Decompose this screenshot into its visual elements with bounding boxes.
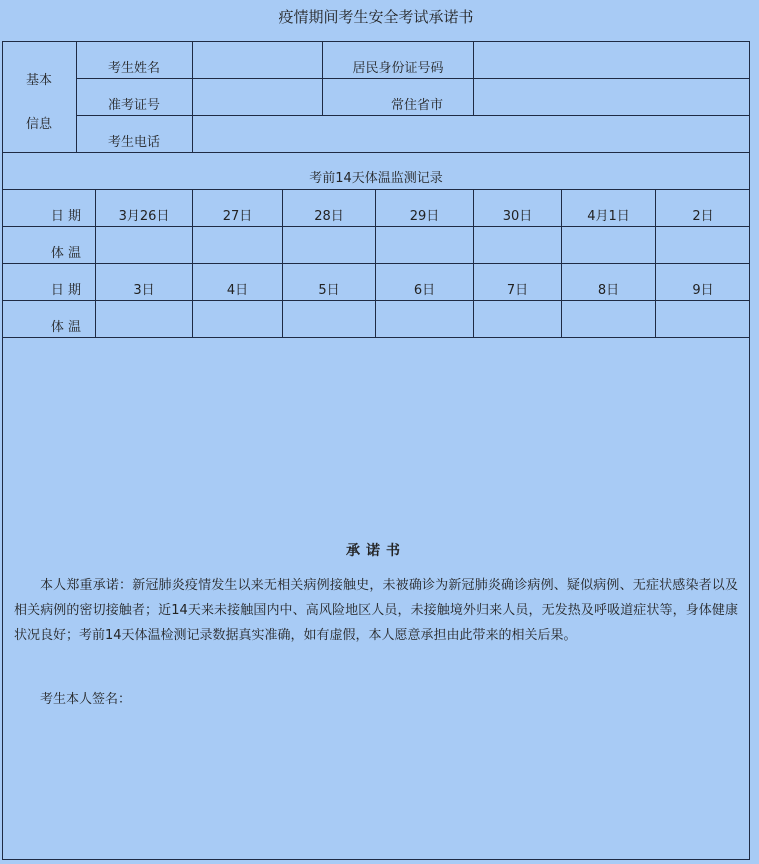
province-field[interactable] [474, 78, 750, 115]
pledge-body-text: 本人郑重承诺：新冠肺炎疫情发生以来无相关病例接触史，未被确诊为新冠肺炎确诊病例、疑似病例、无症状感染者以及相关病例的密切接触者；近14天来未接触国内中、高风险地区人员，未接触境外归来人员，无发热及呼吸道症状等，身体健康状况良好；考前14天体温检测记录数据真实准确，如有虚假，本人愿意承担由此带来的相关后果。 [14, 578, 738, 643]
date-row-label: 日 期 [50, 283, 82, 298]
temperature-input[interactable] [562, 227, 655, 263]
basic-info-label: 信息 [25, 116, 52, 132]
date-cell: 4日 [226, 283, 249, 298]
date-cell: 9日 [692, 283, 714, 298]
date-cell: 29日 [409, 209, 440, 224]
temperature-input[interactable] [96, 227, 192, 263]
temperature-input[interactable] [656, 227, 750, 263]
temperature-input[interactable] [562, 301, 655, 337]
temperature-input[interactable] [376, 301, 473, 337]
phone-label: 考生电话 [107, 135, 160, 150]
basic-info-label: 基本 [25, 72, 52, 88]
name-field[interactable] [193, 41, 322, 78]
date-row-label: 日 期 [50, 209, 82, 224]
temperature-input[interactable] [656, 301, 750, 337]
temperature-row-label: 体 温 [50, 320, 82, 335]
date-cell: 27日 [222, 209, 253, 224]
temperature-input[interactable] [193, 301, 282, 337]
ticket-number-field[interactable] [193, 78, 322, 115]
date-cell: 4月1日 [587, 209, 630, 224]
date-cell: 6日 [413, 283, 436, 298]
page-title: 疫情期间考生安全考试承诺书 [278, 8, 474, 26]
name-label: 考生姓名 [107, 61, 160, 76]
pledge-heading: 承诺书 [346, 543, 406, 559]
date-cell: 8日 [597, 283, 620, 298]
ticket-number-label: 准考证号 [107, 98, 160, 113]
date-cell: 3日 [133, 283, 155, 298]
phone-field[interactable] [193, 115, 750, 152]
temperature-input[interactable] [283, 301, 375, 337]
temperature-input[interactable] [376, 227, 473, 263]
temperature-table-heading: 考前14天体温监测记录 [309, 171, 443, 186]
date-cell: 2日 [692, 209, 714, 224]
temperature-input[interactable] [96, 301, 192, 337]
date-cell: 5日 [318, 283, 340, 298]
temperature-input[interactable] [474, 301, 561, 337]
temperature-input[interactable] [193, 227, 282, 263]
province-label: 常住省市 [390, 98, 443, 113]
temperature-input[interactable] [474, 227, 561, 263]
date-cell: 3月26日 [118, 209, 170, 224]
date-cell: 28日 [314, 209, 344, 224]
id-number-label: 居民身份证号码 [352, 61, 444, 76]
temperature-row-label: 体 温 [50, 246, 82, 261]
id-number-field[interactable] [474, 41, 750, 78]
date-cell: 7日 [506, 283, 529, 298]
signature-label[interactable]: 考生本人签名： [40, 692, 132, 707]
temperature-input[interactable] [283, 227, 375, 263]
date-cell: 30日 [502, 209, 533, 224]
